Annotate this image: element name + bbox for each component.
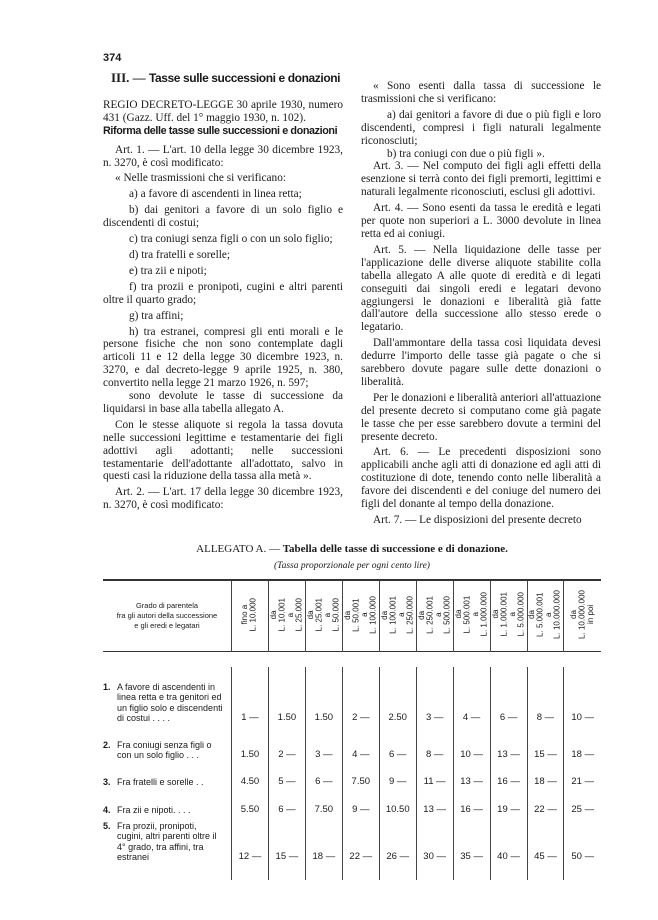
- rate-cell: [527, 667, 564, 726]
- rate-value: 4.50: [240, 775, 260, 787]
- bracket-label: [492, 592, 526, 636]
- table-row: [103, 763, 601, 790]
- header-bracket: [416, 580, 453, 652]
- section-numeral: III. —: [111, 70, 146, 85]
- paragraph: Art. 6. — Le precedenti disposizioni sono applicabili anche agli atti di donazione ed agli atti di costituzione di dote, tenendo conto nelle liberalità a favore dei discendenti e del coniuge del numero dei figli del donante al tempo della donazione.: [361, 446, 601, 511]
- rate-cell: [305, 667, 342, 726]
- rate-cell: [416, 726, 453, 763]
- rate-value: 19 —: [497, 803, 520, 815]
- rate-value: 8 —: [536, 711, 555, 723]
- bracket-line: a: [322, 612, 332, 617]
- rate-cell: [564, 763, 601, 790]
- subheading: Riforma delle tasse sulle successioni e donazioni: [103, 124, 338, 137]
- table-header-row: [103, 580, 601, 652]
- row-number: 2.: [103, 739, 111, 750]
- spacer-cell: [305, 865, 342, 880]
- spacer-cell: [490, 865, 527, 880]
- annex-label: ALLEGATO A. —: [196, 542, 280, 555]
- bracket-label: [528, 590, 562, 639]
- bracket-line: L. 10.000: [248, 597, 258, 632]
- rate-cell: [268, 763, 305, 790]
- rate-cell: [232, 790, 269, 818]
- annex-title: [103, 543, 601, 555]
- paragraph: h) tra estranei, compresi gli enti morali e le persone fisiche che non sono contemplate dagli articoli 11 e 12 della legge 30 dicembre 1923, n. 3270, e dal decreto-legge 9 aprile 1925, n. 380, convertito nella legge 21 marzo 1926, n. 597;: [103, 325, 343, 390]
- header-kinship: [103, 580, 232, 652]
- rate-cell: [416, 818, 453, 865]
- rate-value: 22 —: [349, 850, 373, 862]
- paragraph: Art. 1. — L'art. 10 della legge 30 dicembre 1923, n. 3270, è così modificato:: [103, 143, 343, 169]
- paragraph: f) tra prozii e pronipoti, cugini e altri parenti oltre il quarto grado;: [103, 280, 343, 306]
- spacer-cell: [342, 865, 379, 880]
- spacer-row: [103, 865, 601, 880]
- rate-value: 11 —: [423, 775, 446, 787]
- header-bracket: [564, 580, 601, 652]
- bracket-line: L. 5.000.001: [535, 592, 545, 637]
- paragraph: Art. 3. — Nel computo dei figli agli effetti della esenzione si terrà conto dei figli premorti, legittimi e naturali legalmente riconosciuti, esclusi gli adottivi.: [361, 160, 601, 199]
- spacer-row: [103, 651, 601, 667]
- bracket-line: a: [285, 612, 295, 617]
- rate-cell: [342, 818, 379, 865]
- bracket-label: [418, 596, 452, 634]
- paragraph: « Nelle trasmissioni che si verificano:: [115, 172, 286, 185]
- rate-cell: [342, 667, 379, 726]
- rate-cell: [564, 667, 601, 726]
- bracket-label: [241, 598, 258, 631]
- right-body: [361, 80, 601, 527]
- rate-value: 2.50: [388, 711, 407, 723]
- header-bracket: [527, 580, 564, 652]
- rate-value: 45 —: [534, 850, 557, 862]
- rate-cell: [453, 763, 490, 790]
- rate-cell: [527, 726, 564, 763]
- kinship-cell: [103, 726, 232, 763]
- rate-cell: [490, 763, 527, 790]
- spacer-cell: [103, 651, 601, 667]
- bracket-line: L. 25.000: [294, 597, 304, 632]
- section-title: [111, 72, 343, 85]
- rate-value: 15 —: [534, 748, 557, 760]
- rate-cell: [490, 790, 527, 818]
- paragraph: sono devolute le tasse di successione da liquidarsi in base alla tabella allegato A.: [103, 390, 343, 415]
- rate-cell: [268, 818, 305, 865]
- spacer-cell: [416, 865, 453, 880]
- rate-value: 1.50: [277, 711, 297, 723]
- row-number: 1.: [103, 681, 111, 692]
- bracket-label: [455, 592, 489, 636]
- rate-cell: [416, 667, 453, 726]
- rate-value: 13 —: [423, 803, 447, 815]
- rate-cell: [527, 763, 564, 790]
- left-body: [103, 144, 343, 513]
- rate-value: 6 —: [499, 711, 518, 723]
- row-label: Fra zii e nipoti. . . .: [117, 805, 191, 816]
- bracket-line: a: [359, 612, 369, 617]
- annex-title-text: Tabella delle tasse di successione e di donazione.: [282, 542, 508, 555]
- table-row: [103, 726, 601, 763]
- rate-value: 40 —: [497, 850, 520, 862]
- bracket-line: L. 250.000: [405, 595, 415, 634]
- rate-value: 25 —: [571, 803, 595, 815]
- rate-value: 7.50: [351, 775, 371, 787]
- bracket-label: [381, 596, 415, 634]
- spacer-cell: [232, 865, 269, 880]
- decree-reference: REGIO DECRETO-LEGGE 30 aprile 1930, numero 431 (Gazz. Uff. del 1° maggio 1930, n. 102).: [103, 98, 343, 124]
- rate-cell: [342, 726, 379, 763]
- paragraph: a) dai genitori a favore di due o più figli e loro discendenti, compresi i figli naturali legalmente riconosciuti;: [361, 108, 601, 147]
- bracket-line: L. 50.001: [351, 597, 361, 632]
- bracket-line: in poi: [585, 604, 595, 624]
- header-bracket: [490, 580, 527, 652]
- bracket-line: a: [507, 612, 517, 617]
- rate-value: 12 —: [238, 850, 262, 862]
- rate-cell: [232, 818, 269, 865]
- paragraph: c) tra coniugi senza figli o con un solo figlio;: [129, 233, 333, 246]
- rate-value: 26 —: [386, 850, 410, 862]
- rate-value: 2 —: [352, 711, 370, 723]
- spacer-cell: [379, 865, 416, 880]
- rate-cell: [268, 790, 305, 818]
- spacer-cell: [453, 865, 490, 880]
- rate-value: 6 —: [315, 775, 333, 787]
- bracket-line: L. 250.001: [425, 595, 435, 634]
- paragraph: e) tra zii e nipoti;: [129, 264, 207, 277]
- paragraph: Art. 7. — Le disposizioni del presente decreto: [373, 514, 582, 526]
- rate-value: 13 —: [497, 748, 520, 760]
- rate-cell: [305, 763, 342, 790]
- rate-value: 3 —: [425, 711, 444, 723]
- rate-cell: [379, 763, 416, 790]
- rate-value: 6 —: [389, 748, 407, 760]
- bracket-line: L. 25.001: [314, 597, 324, 632]
- bracket-line: da: [490, 609, 500, 619]
- tax-rate-table: [103, 579, 601, 880]
- rate-value: 10 —: [460, 748, 483, 760]
- rate-cell: [527, 818, 564, 865]
- rate-value: 8 —: [425, 748, 444, 760]
- bracket-line: L. 100.001: [388, 595, 398, 634]
- rate-value: 4 —: [462, 711, 481, 723]
- rate-value: 7.50: [314, 803, 334, 815]
- table-row: [103, 790, 601, 818]
- spacer-cell: [527, 865, 564, 880]
- rate-cell: [527, 790, 564, 818]
- header-bracket: [232, 580, 269, 652]
- rate-value: 5.50: [240, 803, 260, 815]
- paragraph: « Sono esenti dalla tassa di successione le trasmissioni che si verificano:: [361, 80, 601, 105]
- rate-value: 18 —: [312, 850, 336, 862]
- row-number: 4.: [103, 805, 111, 816]
- rate-value: 21 —: [571, 775, 595, 787]
- table-row: [103, 818, 601, 865]
- rate-cell: [416, 790, 453, 818]
- bracket-label: [570, 590, 596, 639]
- bracket-label: [344, 596, 378, 634]
- header-bracket: [342, 580, 379, 652]
- annex-subtitle: (Tassa proporzionale per ogni cento lire): [274, 560, 430, 571]
- rate-value: 15 —: [275, 850, 299, 862]
- rate-value: 13 —: [460, 775, 483, 787]
- row-number: 3.: [103, 777, 111, 788]
- paragraph: a) a favore di ascendenti in linea retta;: [129, 188, 302, 201]
- bracket-line: da: [527, 609, 537, 619]
- rate-cell: [490, 667, 527, 726]
- bracket-line: L. 500.001: [462, 595, 472, 634]
- rate-cell: [379, 667, 416, 726]
- bracket-line: a: [396, 612, 406, 617]
- rate-cell: [342, 763, 379, 790]
- bracket-line: da: [379, 609, 389, 619]
- bracket-label: [307, 598, 341, 631]
- bracket-line: L. 100.000: [368, 595, 378, 634]
- bracket-line: a: [433, 612, 443, 617]
- paragraph: Con le stesse aliquote si regola la tassa dovuta nelle successioni legittime e testamentarie dei figli adottivi agli adottanti; nelle successioni testamentarie dell'adottante all'adottato, salvo in questi casi la riduzione della tassa alla metà ».: [103, 418, 343, 483]
- rate-value: 18 —: [571, 748, 595, 760]
- rate-value: 35 —: [460, 850, 483, 862]
- bracket-line: da: [305, 609, 315, 619]
- paragraph: d) tra fratelli e sorelle;: [129, 248, 230, 261]
- table-row: [103, 667, 601, 726]
- bracket-line: L. 10.000.000: [577, 589, 587, 639]
- paragraph: Art. 5. — Nella liquidazione delle tasse per l'applicazione delle diverse aliquote stabilite colla tabella allegato A alle quote di eredità e di legati conseguiti dai singoli eredi e legatari devono aggiungersi le donazioni e liberalità già fatte dall'autore della successione allo stesso erede o legatario.: [361, 243, 601, 334]
- rate-cell: [490, 818, 527, 865]
- rate-value: 10 —: [571, 711, 595, 723]
- page-number: 374: [103, 52, 122, 64]
- rate-cell: [305, 726, 342, 763]
- header-bracket: [305, 580, 342, 652]
- rate-cell: [379, 726, 416, 763]
- paragraph: b) dai genitori a favore di un solo figlio e discendenti di costui;: [103, 204, 343, 230]
- rate-value: 5 —: [278, 775, 296, 787]
- right-column: [361, 72, 601, 527]
- header-bracket: [268, 580, 305, 652]
- rate-cell: [379, 790, 416, 818]
- row-number: 5.: [103, 820, 111, 831]
- header-bracket: [453, 580, 490, 652]
- rate-value: 1 —: [241, 711, 259, 723]
- spacer-cell: [268, 865, 305, 880]
- paragraph: g) tra affini;: [129, 309, 184, 322]
- header-line: Grado di parentela: [135, 600, 199, 610]
- rate-cell: [453, 790, 490, 818]
- rate-value: 10.50: [385, 803, 410, 815]
- rate-value: 16 —: [460, 803, 483, 815]
- rate-value: 4 —: [352, 748, 370, 760]
- bracket-line: da: [268, 609, 278, 619]
- paragraph: b) tra coniugi con due o più figli ».: [387, 147, 545, 160]
- rate-value: 9 —: [352, 803, 370, 815]
- bracket-line: da: [416, 609, 426, 619]
- rate-cell: [564, 818, 601, 865]
- rate-cell: [379, 818, 416, 865]
- left-column: [103, 72, 343, 512]
- kinship-cell: [103, 763, 232, 790]
- header-line: e gli eredi e legatari: [134, 620, 200, 630]
- rate-cell: [564, 726, 601, 763]
- rate-value: 50 —: [571, 850, 595, 862]
- paragraph: Art. 4. — Sono esenti da tassa le eredità e legati per quote non superiori a L. 3000 devolute in linea retta ed ai coniugi.: [361, 202, 601, 240]
- row-label: Fra coniugi senza figli o con un solo figlio . . .: [117, 739, 212, 761]
- row-label: Fra fratelli e sorelle . .: [117, 777, 204, 788]
- rate-value: 16 —: [497, 775, 520, 787]
- rate-value: 1.50: [240, 748, 260, 760]
- rate-value: 3 —: [315, 748, 333, 760]
- rate-cell: [232, 667, 269, 726]
- paragraph: Dall'ammontare della tassa così liquidata devesi dedurre l'importo delle tasse già pagate o che si sarebbero dovute pagare sulle dette donazioni o liberalità.: [361, 337, 601, 388]
- rate-cell: [416, 763, 453, 790]
- rate-value: 6 —: [278, 803, 296, 815]
- kinship-cell: [103, 667, 232, 726]
- spacer-cell: [103, 865, 232, 880]
- text-columns: [103, 72, 601, 527]
- rate-cell: [453, 726, 490, 763]
- rate-cell: [268, 726, 305, 763]
- bracket-line: fino a: [240, 604, 250, 625]
- rate-cell: [453, 818, 490, 865]
- rate-value: 30 —: [423, 850, 447, 862]
- rate-value: 1.50: [314, 711, 334, 723]
- rate-value: 9 —: [389, 775, 407, 787]
- bracket-line: L. 1.000.001: [499, 592, 509, 637]
- row-label: Fra prozii, pronipoti, cugini, altri parenti oltre il 4° grado, tra affini, tra estranei: [117, 820, 217, 863]
- bracket-line: L. 10.000.000: [552, 589, 562, 639]
- kinship-cell: [103, 818, 232, 865]
- rate-value: 22 —: [534, 803, 557, 815]
- bracket-line: L. 5.000.000: [516, 592, 526, 637]
- bracket-line: da: [568, 609, 578, 619]
- section-title-text: Tasse sulle successioni e donazioni: [148, 71, 341, 85]
- rate-cell: [232, 763, 269, 790]
- header-bracket: [379, 580, 416, 652]
- bracket-line: da: [342, 609, 352, 619]
- bracket-line: da: [453, 609, 463, 619]
- rate-cell: [305, 818, 342, 865]
- bracket-line: L. 50.000: [331, 597, 341, 632]
- bracket-label: [270, 598, 304, 631]
- spacer-cell: [564, 865, 601, 880]
- rate-cell: [342, 790, 379, 818]
- header-line: fra gli autori della successione: [116, 610, 218, 620]
- bracket-line: L. 1.000.000: [479, 592, 489, 637]
- rate-cell: [268, 667, 305, 726]
- bracket-line: a: [544, 612, 554, 617]
- kinship-cell: [103, 790, 232, 818]
- bracket-line: L. 500.000: [442, 595, 452, 634]
- row-label: A favore di ascendenti in linea retta e tra genitori ed un figlio solo e discendenti di costui . . . .: [117, 681, 223, 724]
- paragraph: Per le donazioni e liberalità anteriori all'attuazione del presente decreto si computano come già pagate le tasse che per esse sarebbero dovute a termini del presente decreto.: [361, 391, 601, 443]
- rate-value: 2 —: [278, 748, 296, 760]
- rate-cell: [490, 726, 527, 763]
- paragraph: Art. 2. — L'art. 17 della legge 30 dicembre 1923, n. 3270, è così modificato:: [103, 486, 343, 512]
- rate-value: 18 —: [534, 775, 557, 787]
- rate-cell: [564, 790, 601, 818]
- rate-cell: [453, 667, 490, 726]
- bracket-line: L. 10.001: [277, 597, 287, 632]
- bracket-line: a: [470, 612, 480, 617]
- rate-cell: [305, 790, 342, 818]
- rate-cell: [232, 726, 269, 763]
